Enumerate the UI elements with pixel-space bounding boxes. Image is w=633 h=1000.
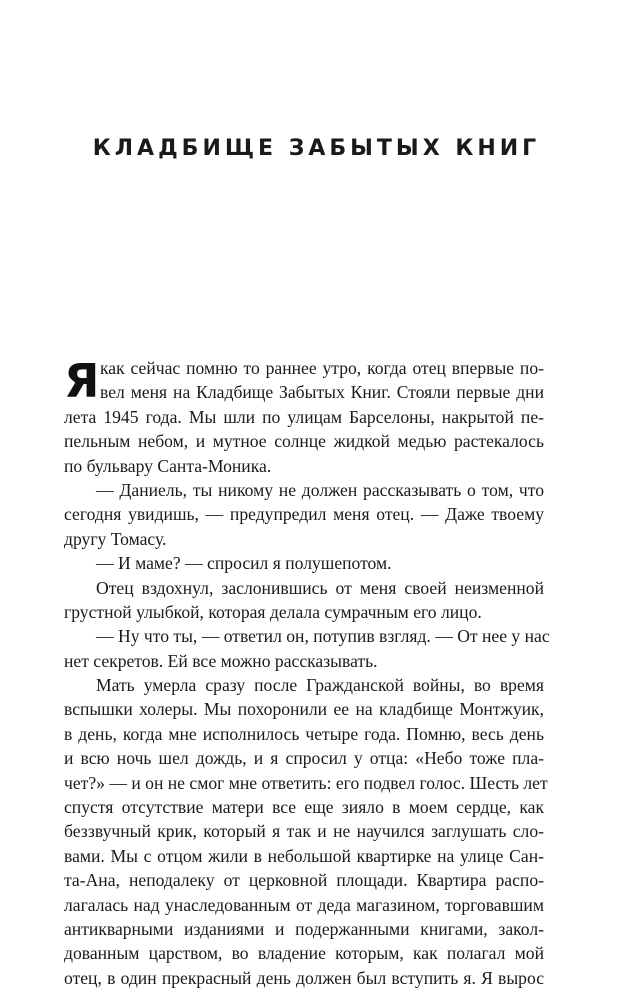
text-line: чет?» — и он не смог мне ответить: его подвел голос. Шесть лет bbox=[64, 772, 548, 793]
text-line: как сейчас помню то раннее утро, когда отец впервые по- bbox=[100, 358, 544, 378]
text-line: спустя отсутствие матери все еще зияло в моем сердце, как bbox=[64, 797, 544, 818]
text-line: лета 1945 года. Мы шли по улицам Барселоны, накрытой пе- bbox=[64, 406, 544, 427]
text-line: та-Ана, неподалеку от церковной площади. Квартира распо- bbox=[64, 870, 544, 891]
text-line: дованным царством, во владение которым, как полагал мой bbox=[64, 943, 544, 964]
text-line: грустной улыбкой, которая делала сумрачным его лицо. bbox=[64, 601, 482, 622]
text-line: Отец вздохнул, заслонившись от меня своей неизменной bbox=[96, 577, 544, 598]
text-line: в день, когда мне исполнилось четыре года. Помню, весь день bbox=[64, 723, 544, 744]
text-line: — Ну что ты, — ответил он, потупив взгляд. — От нее у нас bbox=[96, 626, 550, 647]
text-line: — Даниель, ты никому не должен рассказывать о том, что bbox=[96, 479, 544, 500]
text-line: Мать умерла сразу после Гражданской войны, во время bbox=[96, 675, 544, 696]
text-line: лагалась над унаследованным от деда магазином, торговавшим bbox=[64, 894, 544, 915]
text-line: антикварными изданиями и подержанными книгами, закол- bbox=[64, 918, 544, 939]
chapter-title: КЛАДБИЩЕ ЗАБЫТЫХ КНИГ bbox=[92, 136, 541, 161]
text-line: вами. Мы с отцом жили в небольшой квартирке на улице Сан- bbox=[64, 845, 544, 866]
chapter-body bbox=[64, 354, 550, 990]
text-line: нет секретов. Ей все можно рассказывать. bbox=[64, 650, 378, 671]
text-line: сегодня увидишь, — предупредил меня отец. — Даже твоему bbox=[64, 504, 544, 525]
text-line: по бульвару Санта-Моника. bbox=[64, 455, 272, 476]
text-line: вел меня на Кладбище Забытых Книг. Стояли первые дни bbox=[100, 382, 544, 403]
text-line: вспышки холеры. Мы похоронили ее на кладбище Монтжуик, bbox=[64, 699, 544, 720]
text-line: другу Томасу. bbox=[64, 528, 167, 549]
text-line: — И маме? — спросил я полушепотом. bbox=[96, 553, 392, 574]
text-line: отец, в один прекрасный день должен был вступить я. Я вырос bbox=[64, 967, 544, 988]
text-line: пельным небом, и мутное солнце жидкой медью растекалось bbox=[64, 431, 544, 452]
text-line: беззвучный крик, который я так и не научился заглушать сло- bbox=[64, 821, 544, 842]
drop-cap: Я bbox=[64, 354, 100, 408]
text-line: и всю ночь шел дождь, и я спросил у отца: «Небо тоже пла- bbox=[64, 748, 544, 769]
